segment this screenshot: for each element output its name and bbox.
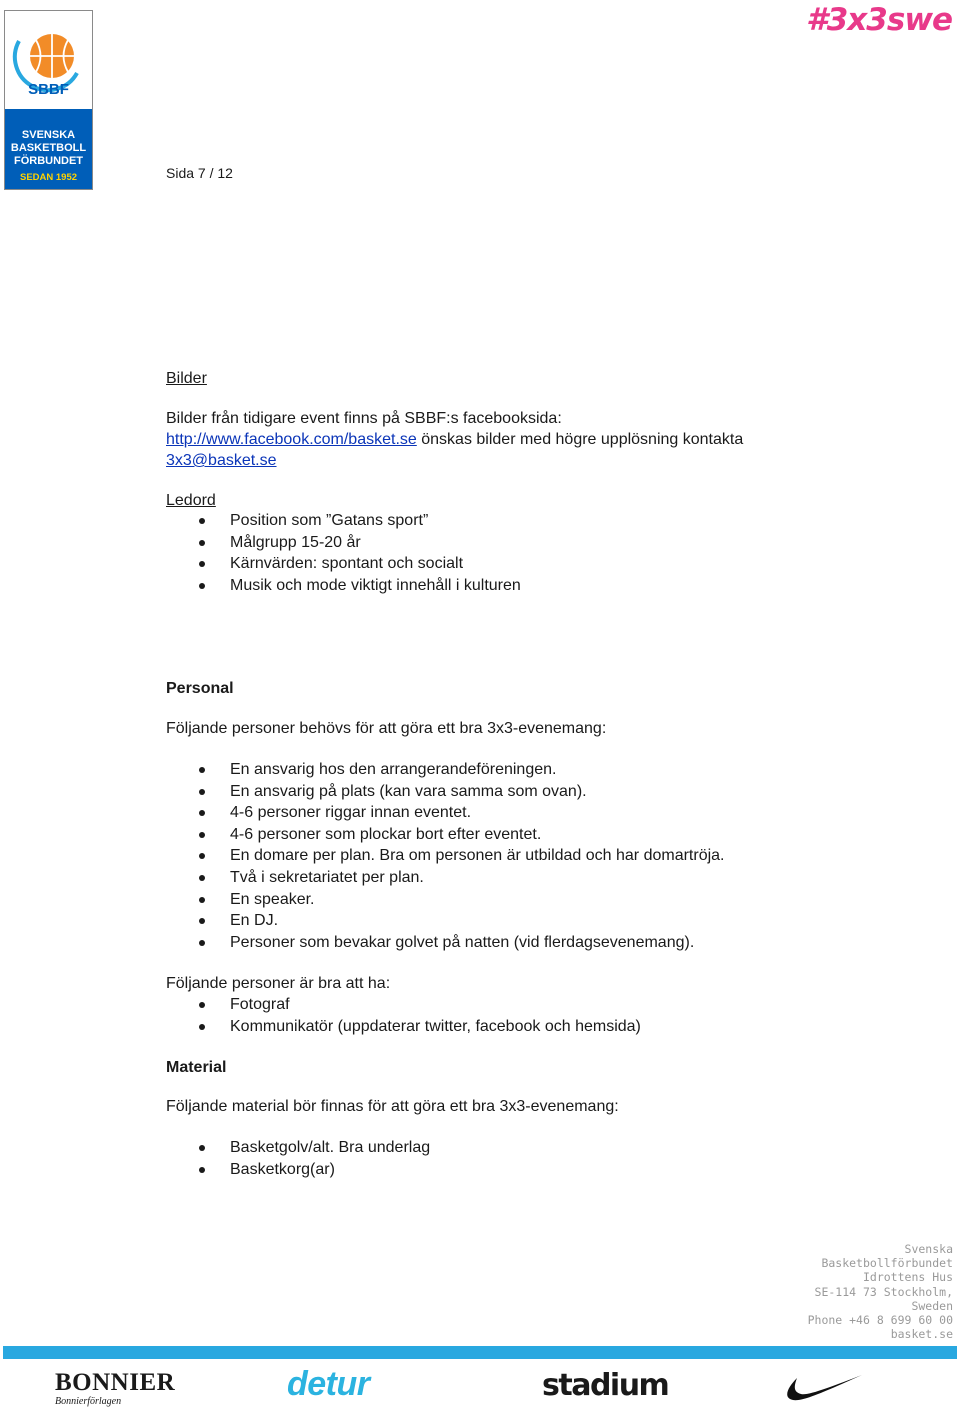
list-item: 4-6 personer riggar innan eventet. [166, 802, 725, 824]
email-line [166, 450, 277, 471]
bullet-icon [199, 918, 205, 924]
logo-line3: FÖRBUNDET [13, 155, 84, 167]
list-item: En domare per plan. Bra om personen är utbildad och har domartröja. [166, 845, 725, 867]
list-item: Basketkorg(ar) [166, 1159, 430, 1181]
bullet-icon [199, 832, 205, 838]
list-item: En ansvarig på plats (kan vara samma som ovan). [166, 781, 725, 803]
bullet-icon [199, 1002, 205, 1008]
bullet-icon [199, 789, 205, 795]
personal-intro: Följande personer behövs för att göra ett bra 3x3-evenemang: [166, 720, 607, 737]
bilder-contact-text: önskas bilder med högre upplösning kontakta [416, 431, 744, 448]
address-line: SE-114 73 Stockholm, [814, 1284, 953, 1299]
bilder-heading: Bilder [166, 370, 207, 387]
bullet-icon [199, 540, 205, 546]
page-number: Sida 7 / 12 [166, 165, 233, 181]
address-website: basket.se [890, 1327, 953, 1342]
hashtag-logo: #3x3swe [806, 2, 952, 38]
logo-top-panel [5, 11, 92, 109]
material-list [166, 1137, 430, 1180]
list-item: Basketgolv/alt. Bra underlag [166, 1137, 430, 1159]
material-intro: Följande material bör finnas för att göra ett bra 3x3-evenemang: [166, 1098, 619, 1115]
bullet-icon [199, 583, 205, 589]
list-item: Position som ”Gatans sport” [166, 510, 521, 532]
logo-line2: BASKETBOLL [10, 142, 87, 154]
list-item: Kommunikatör (uppdaterar twitter, facebook och hemsida) [166, 1016, 641, 1038]
list-item: Personer som bevakar golvet på natten (vid flerdagsevenemang). [166, 932, 725, 954]
nike-swoosh-icon [783, 1372, 863, 1404]
personal-heading: Personal [166, 680, 234, 697]
footer-bar [3, 1346, 957, 1359]
address-block [808, 1242, 953, 1341]
list-item: En DJ. [166, 910, 725, 932]
bonnier-sub: Bonnierförlagen [55, 1396, 122, 1407]
list-item: Målgrupp 15-20 år [166, 532, 521, 554]
logo-line4: SEDAN 1952 [19, 172, 78, 183]
bullet-icon [199, 561, 205, 567]
list-item: Två i sekretariatet per plan. [166, 867, 725, 889]
bilder-text: Bilder från tidigare event finns på SBBF:s facebooksida: [166, 410, 562, 427]
list-item: Musik och mode viktigt innehåll i kulturen [166, 575, 521, 597]
nice-to-have-intro: Följande personer är bra att ha: [166, 975, 391, 992]
list-item: Kärnvärden: spontant och socialt [166, 553, 521, 575]
list-item: Fotograf [166, 994, 641, 1016]
logo-line1: SVENSKA [21, 129, 76, 141]
list-item: 4-6 personer som plockar bort efter eventet. [166, 824, 725, 846]
bullet-icon [199, 940, 205, 946]
bonnier-logo [55, 1370, 175, 1407]
bullet-icon [199, 518, 205, 524]
material-heading: Material [166, 1059, 227, 1076]
nice-to-have-list [166, 994, 641, 1037]
email-link[interactable]: 3x3@basket.se [166, 452, 277, 469]
bullet-icon [199, 897, 205, 903]
ledord-list [166, 510, 521, 596]
nike-logo [783, 1372, 863, 1409]
address-line: Basketbollförbundet [821, 1256, 953, 1271]
bullet-icon [199, 1145, 205, 1151]
bullet-icon [199, 875, 205, 881]
logo-blue-panel [5, 109, 92, 189]
stadium-logo: stadium [542, 1368, 669, 1403]
bullet-icon [199, 1167, 205, 1173]
address-phone: Phone +46 8 699 60 00 [807, 1313, 953, 1328]
address-line: Svenska [904, 1242, 953, 1256]
personal-list [166, 759, 725, 953]
bullet-icon [199, 853, 205, 859]
bullet-icon [199, 1024, 205, 1030]
bonnier-name: BONNIER [55, 1369, 176, 1396]
bullet-icon [199, 767, 205, 773]
detur-logo: detur [287, 1365, 370, 1403]
bullet-icon [199, 810, 205, 816]
sbbf-logo [4, 10, 93, 190]
address-line: Idrottens Hus [862, 1270, 953, 1285]
logo-abbr: SBBF [28, 81, 69, 98]
facebook-link[interactable]: http://www.facebook.com/basket.se [166, 431, 417, 448]
ledord-heading: Ledord [166, 492, 216, 509]
address-line: Sweden [911, 1298, 953, 1313]
list-item: En ansvarig hos den arrangerandeföreningen. [166, 759, 725, 781]
list-item: En speaker. [166, 889, 725, 911]
bilder-link-line [166, 429, 743, 450]
